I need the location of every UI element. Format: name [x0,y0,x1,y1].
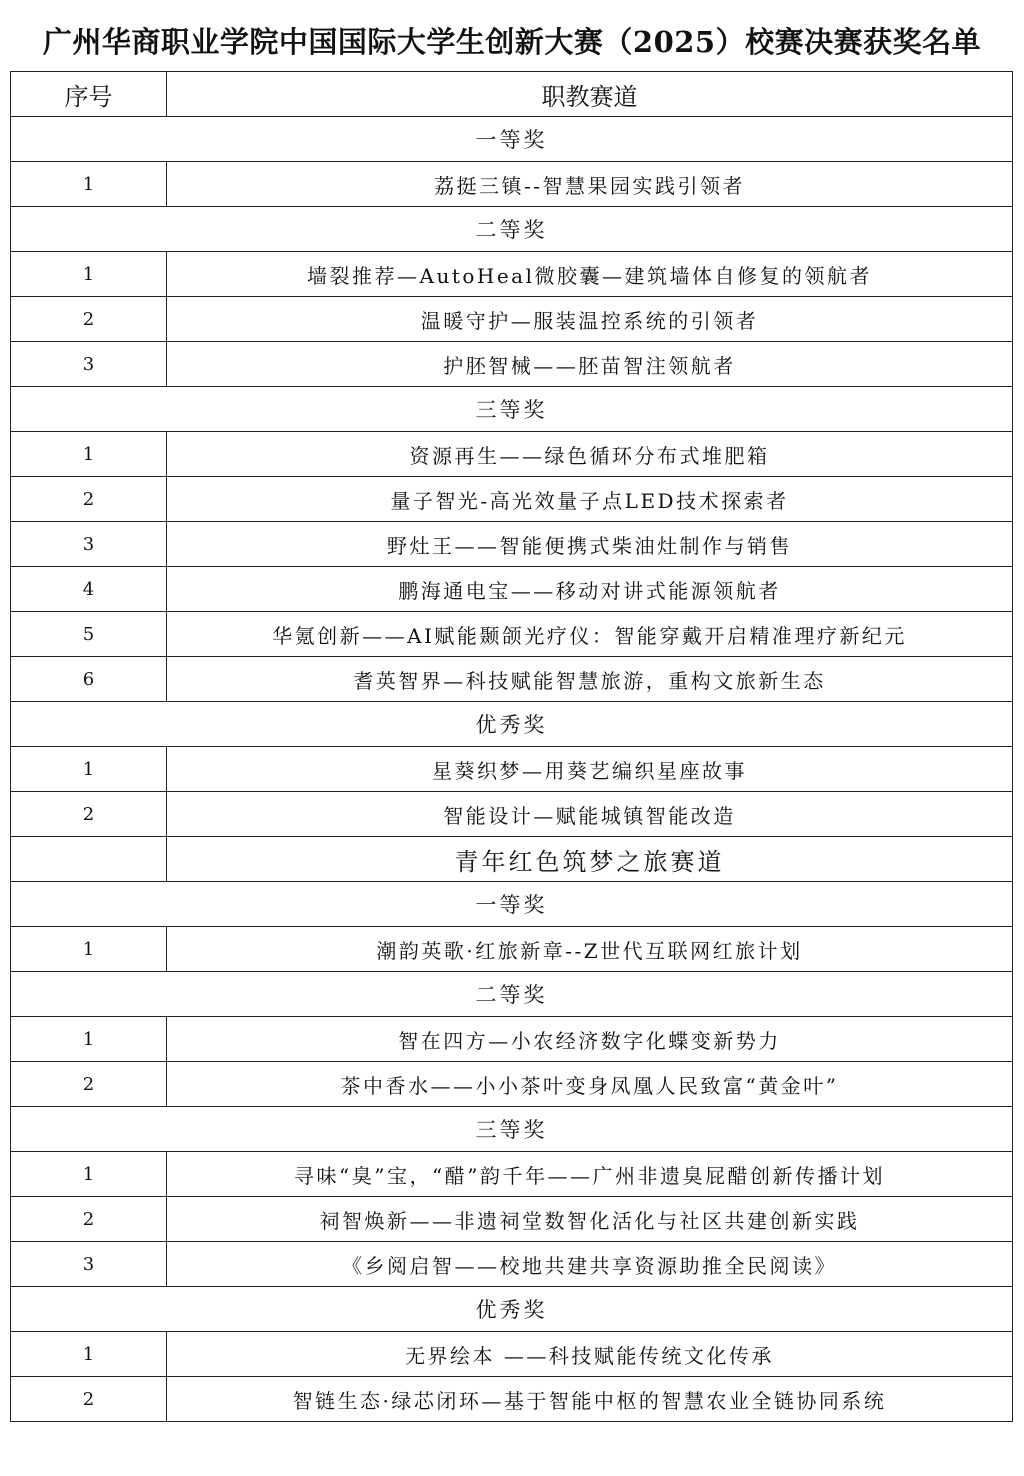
table-row [11,927,1013,972]
award-level-row [11,1287,1013,1332]
table-row [11,342,1013,387]
project-name: 智能设计—赋能城镇智能改造 [167,792,1013,837]
row-number: 1 [11,432,167,477]
project-name: 温暖守护—服装温控系统的引领者 [167,297,1013,342]
award-level-row [11,702,1013,747]
track-title-row [11,837,1013,882]
row-number: 1 [11,252,167,297]
table-row [11,1152,1013,1197]
row-number: 2 [11,1197,167,1242]
document-title: 广州华商职业学院中国国际大学生创新大赛（2025）校赛决赛获奖名单 [42,25,982,59]
row-number: 2 [11,297,167,342]
table-row [11,657,1013,702]
award-level-row [11,207,1013,252]
row-number: 1 [11,1332,167,1377]
column-header-no: 序号 [11,72,167,117]
project-name: 寻味“臭”宝，“醋”韵千年——广州非遗臭屁醋创新传播计划 [167,1152,1013,1197]
row-number: 3 [11,342,167,387]
row-number: 1 [11,1152,167,1197]
table-row [11,432,1013,477]
row-number: 2 [11,792,167,837]
award-level: 三等奖 [11,387,1013,432]
project-name: 资源再生——绿色循环分布式堆肥箱 [167,432,1013,477]
table-row [11,567,1013,612]
award-level: 三等奖 [11,1107,1013,1152]
table-row [11,1377,1013,1422]
project-name: 无界绘本 ——科技赋能传统文化传承 [167,1332,1013,1377]
row-number: 5 [11,612,167,657]
row-number: 6 [11,657,167,702]
table-row [11,522,1013,567]
project-name: 星葵织梦—用葵艺编织星座故事 [167,747,1013,792]
row-number: 4 [11,567,167,612]
award-level: 一等奖 [11,882,1013,927]
row-number: 3 [11,1242,167,1287]
project-name: 华氪创新——AI赋能颞颌光疗仪：智能穿戴开启精准理疗新纪元 [167,612,1013,657]
table-row [11,792,1013,837]
table-row [11,1242,1013,1287]
table-body [11,117,1013,1422]
award-level-row [11,117,1013,162]
row-number: 3 [11,522,167,567]
table-row [11,297,1013,342]
table-header-row [11,72,1013,117]
project-name: 智链生态·绿芯闭环—基于智能中枢的智慧农业全链协同系统 [167,1377,1013,1422]
award-level: 二等奖 [11,207,1013,252]
award-level: 一等奖 [11,117,1013,162]
award-table [10,71,1013,1422]
row-number: 1 [11,162,167,207]
column-header-track: 职教赛道 [167,72,1013,117]
project-name: 《乡阅启智——校地共建共享资源助推全民阅读》 [167,1242,1013,1287]
table-row [11,1062,1013,1107]
table-row [11,1017,1013,1062]
track-title-no-cell [11,837,167,882]
project-name: 荔挺三镇--智慧果园实践引领者 [167,162,1013,207]
award-level-row [11,972,1013,1017]
award-level: 优秀奖 [11,1287,1013,1332]
project-name: 野灶王——智能便携式柴油灶制作与销售 [167,522,1013,567]
row-number: 2 [11,1377,167,1422]
project-name: 智在四方—小农经济数字化蝶变新势力 [167,1017,1013,1062]
award-level-row [11,387,1013,432]
table-row [11,612,1013,657]
award-level: 二等奖 [11,972,1013,1017]
award-level-row [11,1107,1013,1152]
project-name: 祠智焕新——非遗祠堂数智化活化与社区共建创新实践 [167,1197,1013,1242]
row-number: 1 [11,1017,167,1062]
award-level: 优秀奖 [11,702,1013,747]
row-number: 2 [11,477,167,522]
row-number: 1 [11,927,167,972]
table-row [11,1197,1013,1242]
table-row [11,252,1013,297]
award-level-row [11,882,1013,927]
project-name: 量子智光-高光效量子点LED技术探索者 [167,477,1013,522]
project-name: 茶中香水——小小茶叶变身凤凰人民致富“黄金叶” [167,1062,1013,1107]
row-number: 2 [11,1062,167,1107]
table-row [11,162,1013,207]
table-row [11,477,1013,522]
project-name: 墙裂推荐—AutoHeal微胶囊—建筑墙体自修复的领航者 [167,252,1013,297]
project-name: 潮韵英歌·红旅新章--Z世代互联网红旅计划 [167,927,1013,972]
row-number: 1 [11,747,167,792]
track-title: 青年红色筑梦之旅赛道 [167,837,1013,882]
table-row [11,747,1013,792]
table-row [11,1332,1013,1377]
project-name: 耆英智界—科技赋能智慧旅游，重构文旅新生态 [167,657,1013,702]
project-name: 鹏海通电宝——移动对讲式能源领航者 [167,567,1013,612]
project-name: 护胚智械——胚苗智注领航者 [167,342,1013,387]
